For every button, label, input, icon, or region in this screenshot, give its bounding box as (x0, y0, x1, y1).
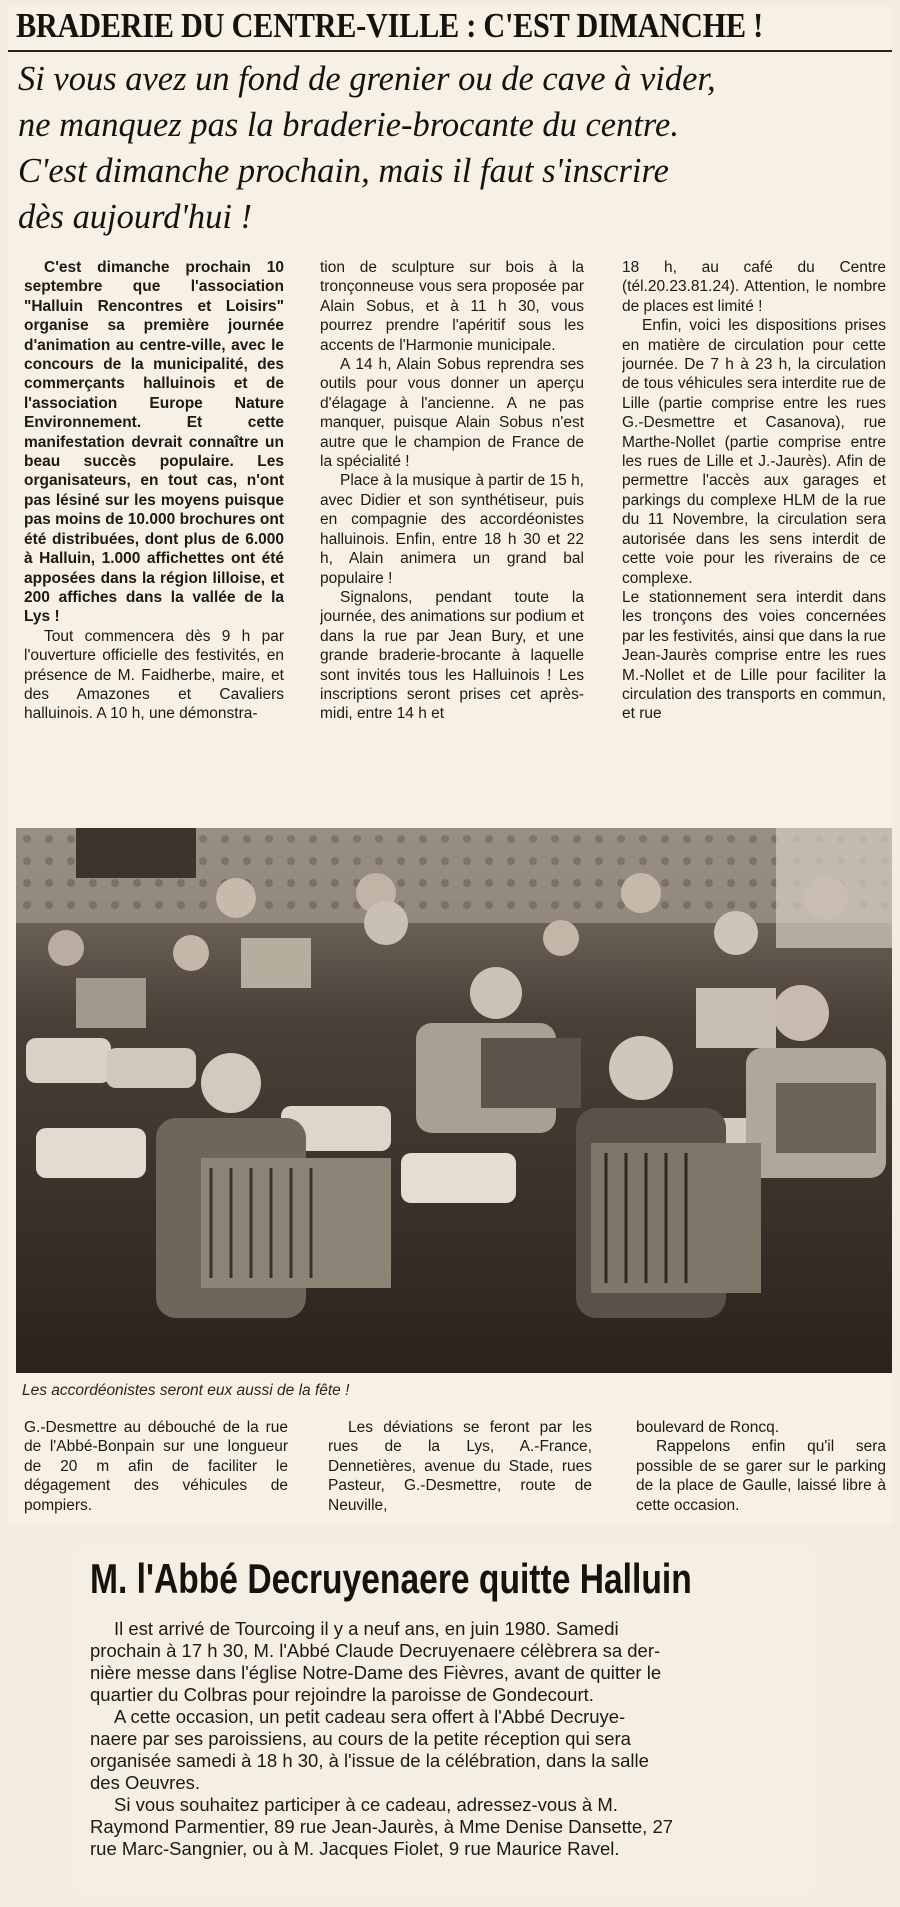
paragraph: Les déviations se feront par les rues de la Lys, A.-France, Dennetières, avenue du Stade, rues Pasteur, G.-Desmettre, route de Neuville, (328, 1419, 592, 1514)
text-column-1 (24, 258, 284, 836)
paragraph: Place à la musique à partir de 15 h, avec Didier et son synthétiseur, puis en compagnie des accordéonistes halluinois. Enfin, entre 18 h 30 et 22 h, Alain animera un grand bal populaire ! (320, 472, 584, 587)
body-line: nière messe dans l'église Notre-Dame des Fièvres, avant de quitter le (90, 1662, 662, 1683)
body-line: Il est arrivé de Tourcoing il y a neuf ans, en juin 1980. Samedi (114, 1618, 619, 1639)
body-line: naere par ses paroissiens, au cours de la petite réception qui sera (90, 1728, 631, 1749)
body-line: Raymond Parmentier, 89 rue Jean-Jaurès, à Mme Denise Dansette, 27 (90, 1816, 674, 1837)
body-line: prochain à 17 h 30, M. l'Abbé Claude Decruyenaere célèbrera sa der- (90, 1640, 661, 1661)
text-column-6 (636, 1418, 886, 1518)
paragraph: Le stationnement sera interdit dans les tronçons des voies concernées par les festivités, ainsi que dans la rue Jean-Jaurès comprise entre les rues M.-Nollet et de Lille pour faciliter la circulation des transports en commun, et rue (622, 588, 886, 723)
article-braderie (8, 6, 892, 1524)
body-line: organisée samedi à 18 h 30, à l'issue de la célébration, dans la salle (90, 1750, 649, 1771)
article-title: M. l'Abbé Decruyenaere quitte Halluin (90, 1555, 692, 1602)
lead-line: Si vous avez un fond de grenier ou de cave à vider, (18, 59, 716, 98)
body-line: Si vous souhaitez participer à ce cadeau, adressez-vous à M. (114, 1794, 618, 1815)
text-column-5 (328, 1418, 592, 1518)
body-line: A cette occasion, un petit cadeau sera offert à l'Abbé Decruye- (114, 1706, 626, 1727)
body-line: quartier du Colbras pour rejoindre la paroisse de Gondecourt. (90, 1684, 594, 1705)
paragraph: C'est dimanche prochain 10 septembre que l'association "Halluin Rencontres et Loisirs" organise sa première journée d'animation au centre-ville, avec le concours de la municipalité, des commerçants halluinois et de l'association Europe Nature Environnement. Et cette manifestation devrait connaître un beau succès populaire. Les organisateurs, en tout cas, n'ont pas lésiné sur les moyens puisque pas moins de 10.000 brochures ont été distribuées, dont plus de 6.000 à Halluin, 1.000 affichettes ont été apposées dans la région lilloise, et 200 affiches dans la vallée de la Lys ! (24, 259, 284, 626)
body-line: des Oeuvres. (90, 1772, 201, 1793)
lead-line: ne manquez pas la braderie-brocante du centre. (18, 105, 679, 144)
lead-line: dès aujourd'hui ! (18, 197, 253, 236)
paragraph: Rappelons enfin qu'il sera possible de se garer sur le parking de la place de Gaulle, laissé libre à cette occasion. (636, 1438, 886, 1514)
paragraph: Signalons, pendant toute la journée, des animations sur podium et dans la rue par Jean Bury, et une grande braderie-brocante à laquelle sont invités tous les Halluinois ! Les inscriptions seront prises cet après-midi, entre 14 h et (320, 588, 584, 723)
article-body (90, 1618, 790, 1890)
paragraph: 18 h, au café du Centre (tél.20.23.81.24). Attention, le nombre de places est limité ! (622, 259, 886, 315)
accordionists-photo (16, 828, 892, 1373)
lead-line: C'est dimanche prochain, mais il faut s'inscrire (18, 151, 669, 190)
article-lead (18, 56, 892, 251)
article-headline: BRADERIE DU CENTRE-VILLE : C'EST DIMANCHE ! (16, 6, 763, 45)
paragraph: Enfin, voici les dispositions prises en matière de circulation pour cette journée. De 7 h à 23 h, la circulation de tous véhicules sera interdite rue de Lille (partie comprise entre les rues G.-Desmettre et Casanova), rue Marthe-Nollet (partie comprise entre les rues de Lille et J.-Jaurès). Afin de permettre l'accès aux garages et parkings du complexe HLM de la rue du 11 Novembre, la circulation sera autorisée dans les sens interdit de cette voie pour les riverains de ce complexe. (622, 317, 886, 587)
paragraph: boulevard de Roncq. (636, 1419, 780, 1436)
text-column-2 (320, 258, 584, 836)
body-line: rue Marc-Sangnier, ou à M. Jacques Fiolet, 9 rue Maurice Ravel. (90, 1838, 620, 1859)
photo-caption: Les accordéonistes seront eux aussi de la fête ! (22, 1382, 350, 1399)
paragraph: Tout commencera dès 9 h par l'ouverture officielle des festivités, en présence de M. Faidherbe, maire, et des Amazones et Cavaliers halluinois. A 10 h, une démonstra- (24, 627, 284, 723)
paragraph: tion de sculpture sur bois à la tronçonneuse vous sera proposée par Alain Sobus, et à 11 h 30, vous pourrez prendre l'apéritif sous les accents de l'Harmonie municipale. (320, 259, 584, 354)
text-column-3 (622, 258, 886, 836)
paragraph: G.-Desmettre au débouché de la rue de l'Abbé-Bonpain sur une longueur de 20 m afin de faciliter le dégagement des véhicules de pompiers. (24, 1419, 288, 1514)
paragraph: A 14 h, Alain Sobus reprendra ses outils pour vous donner un aperçu d'élagage à l'ancienne. A ne pas manquer, puisque Alain Sobus n'est autre que le champion de France de la spécialité ! (320, 356, 584, 471)
article-abbe (74, 1546, 814, 1894)
photo-illustration (16, 828, 892, 1373)
text-column-4 (24, 1418, 288, 1518)
headline-rule (8, 50, 892, 52)
